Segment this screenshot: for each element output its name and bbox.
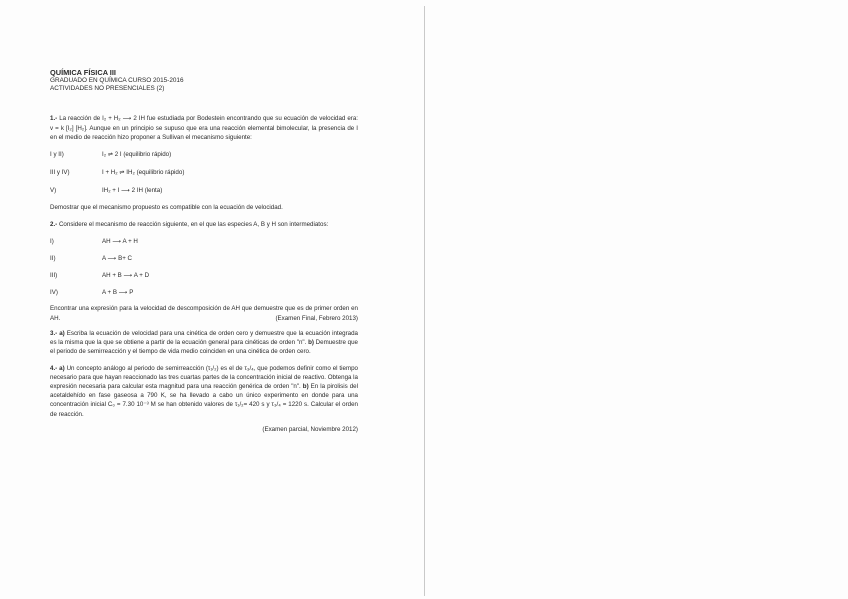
- problem-2-statement: [50, 220, 358, 229]
- problem-1-number: 1.-: [50, 115, 58, 123]
- step-label: III y IV): [50, 169, 70, 177]
- problem-2-task: Encontrar una expresión para la velocidad de descomposición de AH que demuestre que es de primer orden en AH.: [50, 305, 358, 322]
- problem-4-number: 4.-: [50, 364, 58, 372]
- problem-4-part-b: b): [302, 383, 309, 391]
- problem-3-number: 3.-: [50, 330, 58, 338]
- step-label: I y II): [50, 151, 64, 159]
- step-equation: I₂ ⇌ 2 I (equilibrio rápido): [102, 151, 172, 159]
- problem-3-part-a: a): [59, 330, 65, 338]
- problem-4-text-b: En la pirolisis del acetaldehído en fase gaseosa a 790 K, se ha llevado a cabo un único experimento en donde para una concentración inicial C₀ = 7.30 10⁻³ M se han obtenido valores de τ₁/₂= 420 s y τ₃/₄ = 1220 s. Calcular el orden de reacción.: [50, 383, 358, 418]
- problem-1-task: Demostrar que el mecanismo propuesto es compatible con la ecuación de velocidad.: [50, 204, 283, 212]
- problem-4-source: (Examen parcial, Noviembre 2012): [262, 425, 358, 433]
- problem-2-mechanism: [50, 237, 358, 297]
- problem-2-text: Considere el mecanismo de reacción siguiente, en el que las especies A, B y H son intermediatos:: [58, 221, 329, 229]
- problem-2-number: 2.-: [50, 221, 58, 229]
- step-equation: AH ⟶ A + H: [102, 238, 138, 246]
- step-equation: A ⟶ B+ C: [102, 255, 133, 263]
- problem-1-mechanism: [50, 150, 358, 195]
- step-label: II): [50, 255, 56, 263]
- step-label: V): [50, 187, 57, 195]
- problem-1-text: La reacción de I₂ + H₂ ⟶ 2 IH fue estudiada por Bodestein encontrando que su ecuación de velocidad era: v = k [I₂] [H₂]. Aunque en un principio se supuso que era una reacción elemental bimolecular, la presencia de I en el medio de reacción hizo proponer a Sullivan el mecanismo siguiente:: [50, 115, 358, 141]
- page-fold-line: [424, 6, 425, 596]
- mechanism-step: [50, 186, 358, 195]
- step-equation: AH + B ⟶ A + D: [102, 272, 150, 280]
- problem-3-text-a: Escriba la ecuación de velocidad para una cinética de orden cero y demuestre que la ecuación integrada es la misma que la que se obtiene a partir de la ecuación general para cinéticas de orden "n".: [50, 330, 358, 347]
- step-label: III): [50, 272, 58, 280]
- problem-1-statement: [50, 114, 358, 142]
- mechanism-step: [50, 271, 358, 280]
- step-equation: A + B ⟶ P: [102, 289, 134, 297]
- mechanism-step: [50, 150, 358, 159]
- problem-4-statement: [50, 364, 358, 419]
- mechanism-step: [50, 237, 358, 246]
- activities-line: ACTIVIDADES NO PRESENCIALES (2): [50, 85, 165, 93]
- course-line: GRADUADO EN QUÍMICA CURSO 2015-2016: [50, 77, 184, 84]
- problem-4-part-a: a): [59, 364, 65, 372]
- document-page: [50, 68, 358, 434]
- mechanism-step: [50, 254, 358, 263]
- problem-4-text-a: Un concepto análogo al periodo de semirreacción (τ₁/₂) es el de τ₃/₄, que podemos definir como el tiempo necesario para que hayan reaccionado las tres cuartas partes de la concentración inicial de reactivo. Obtenga la expresión necesaria para calcular esta magnitud para una reacción genérica de orden "n".: [50, 364, 358, 391]
- problem-3-text-b: Demuestre que el periodo de semirreacción y el tiempo de vida medio coinciden en una cinética de orden cero.: [50, 339, 358, 356]
- problem-3-part-b: b): [308, 339, 314, 347]
- document-title: QUÍMICA FÍSICA III: [50, 68, 116, 77]
- step-label: I): [50, 238, 54, 246]
- step-label: IV): [50, 289, 58, 297]
- problem-3-statement: [50, 329, 358, 357]
- mechanism-step: [50, 288, 358, 297]
- problem-2-source: (Examen Final, Febrero 2013): [275, 314, 358, 322]
- mechanism-step: [50, 168, 358, 177]
- step-equation: IH₂ + I ⟶ 2 IH (lenta): [102, 187, 163, 195]
- step-equation: I + H₂ ⇌ IH₂ (equilibrio rápido): [102, 169, 185, 177]
